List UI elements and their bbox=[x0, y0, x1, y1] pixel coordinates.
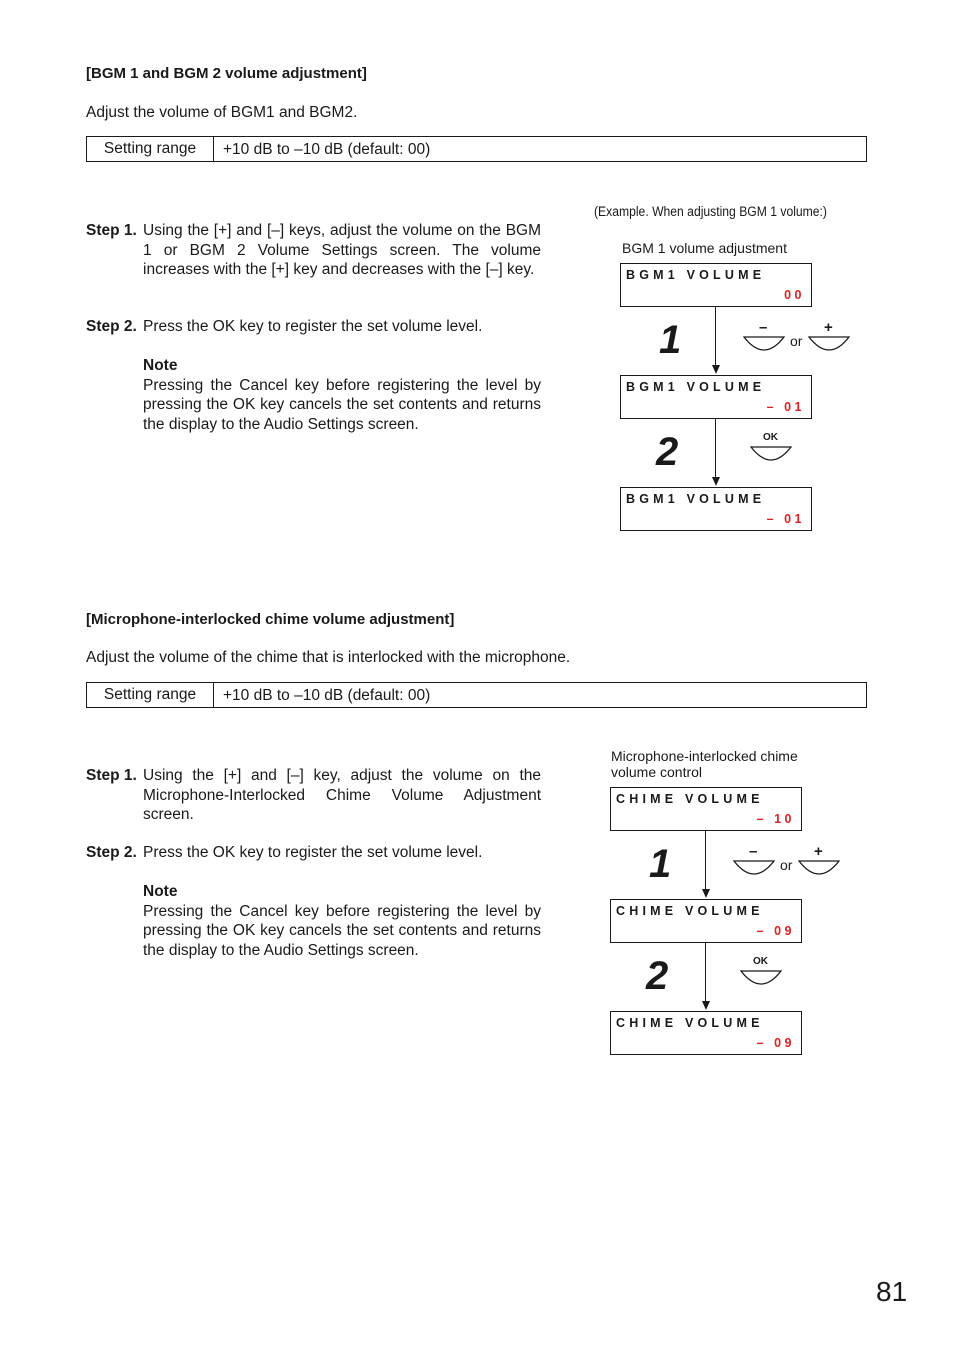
setting-range-table-chime bbox=[86, 682, 867, 708]
lcd-line-2: – 10 bbox=[756, 812, 795, 826]
lcd-line-1: BGM1 VOLUME bbox=[626, 268, 766, 282]
lcd-line-2: – 09 bbox=[756, 924, 795, 938]
note-title: Note bbox=[143, 883, 178, 900]
plus-key-label: + bbox=[824, 319, 833, 336]
minus-key-icon bbox=[743, 332, 785, 356]
lcd-screen-chime-registered bbox=[610, 1011, 802, 1055]
step-label: Step 1. bbox=[86, 222, 137, 239]
step-text: Using the [+] and [–] key, adjust the volume on the Microphone-Interlocked Chime Volume Adjustment screen. bbox=[143, 767, 541, 823]
flow-arrow-line bbox=[705, 831, 706, 890]
step-label: Step 1. bbox=[86, 767, 137, 784]
note-bgm bbox=[143, 356, 541, 434]
section-heading-bgm: [BGM 1 and BGM 2 volume adjustment] bbox=[86, 65, 367, 82]
setting-range-label: Setting range bbox=[87, 683, 214, 707]
example-caption: (Example. When adjusting BGM 1 volume:) bbox=[594, 204, 827, 219]
step-1-bgm bbox=[86, 221, 541, 280]
section-heading-chime: [Microphone-interlocked chime volume adjustment] bbox=[86, 611, 455, 628]
flow-arrow-line bbox=[715, 419, 716, 478]
step-number-1: 1 bbox=[649, 842, 672, 886]
step-number-2: 2 bbox=[656, 430, 679, 474]
or-label: or bbox=[780, 857, 793, 873]
flow-arrowhead bbox=[712, 477, 720, 486]
note-text: Pressing the Cancel key before registering the level by pressing the OK key cancels the set contents and returns the display to the Audio Settings screen. bbox=[143, 902, 541, 959]
lcd-line-1: CHIME VOLUME bbox=[616, 792, 764, 806]
flow-arrow-line bbox=[715, 307, 716, 366]
lcd-screen-bgm-registered bbox=[620, 487, 812, 531]
note-text: Pressing the Cancel key before registering the level by pressing the OK key cancels the set contents and returns the display to the Audio Settings screen. bbox=[143, 376, 541, 433]
ok-key-icon bbox=[750, 442, 792, 466]
figure-caption-bgm: BGM 1 volume adjustment bbox=[622, 240, 787, 256]
lcd-screen-chime-adjusted bbox=[610, 899, 802, 943]
step-text: Press the OK key to register the set volume level. bbox=[143, 844, 483, 861]
plus-key-icon bbox=[808, 332, 850, 356]
ok-key-label: OK bbox=[763, 432, 778, 443]
flow-arrowhead bbox=[712, 365, 720, 374]
section-intro-bgm: Adjust the volume of BGM1 and BGM2. bbox=[86, 104, 358, 121]
step-number-2: 2 bbox=[646, 954, 669, 998]
lcd-line-2: – 01 bbox=[766, 512, 805, 526]
lcd-line-1: BGM1 VOLUME bbox=[626, 492, 766, 506]
plus-key-icon bbox=[798, 856, 840, 880]
lcd-screen-bgm-initial bbox=[620, 263, 812, 307]
step-label: Step 2. bbox=[86, 844, 137, 861]
setting-range-value: +10 dB to –10 dB (default: 00) bbox=[223, 687, 431, 704]
page-number: 81 bbox=[876, 1276, 908, 1307]
step-text: Press the OK key to register the set volume level. bbox=[143, 318, 483, 335]
flow-arrow-line bbox=[705, 943, 706, 1002]
ok-key-icon bbox=[740, 966, 782, 990]
step-2-bgm bbox=[86, 317, 541, 337]
setting-range-value: +10 dB to –10 dB (default: 00) bbox=[223, 141, 431, 158]
section-intro-chime: Adjust the volume of the chime that is interlocked with the microphone. bbox=[86, 649, 571, 666]
flow-arrowhead bbox=[702, 1001, 710, 1010]
lcd-screen-bgm-adjusted bbox=[620, 375, 812, 419]
step-label: Step 2. bbox=[86, 318, 137, 335]
step-1-chime bbox=[86, 766, 541, 825]
minus-key-label: – bbox=[759, 319, 768, 336]
setting-range-label: Setting range bbox=[87, 137, 214, 161]
lcd-line-1: CHIME VOLUME bbox=[616, 904, 764, 918]
ok-key-label: OK bbox=[753, 956, 768, 967]
step-text: Using the [+] and [–] keys, adjust the volume on the BGM 1 or BGM 2 Volume Settings screen. The volume increases with the [+] key and decreases with the [–] key. bbox=[143, 222, 541, 278]
lcd-line-1: CHIME VOLUME bbox=[616, 1016, 764, 1030]
minus-key-icon bbox=[733, 856, 775, 880]
minus-key-label: – bbox=[749, 843, 758, 860]
setting-range-table-bgm bbox=[86, 136, 867, 162]
lcd-line-1: BGM1 VOLUME bbox=[626, 380, 766, 394]
step-number-1: 1 bbox=[659, 318, 682, 362]
figure-caption-chime bbox=[611, 748, 798, 780]
note-title: Note bbox=[143, 357, 178, 374]
lcd-screen-chime-initial bbox=[610, 787, 802, 831]
flow-arrowhead bbox=[702, 889, 710, 898]
lcd-line-2: – 01 bbox=[766, 400, 805, 414]
step-2-chime bbox=[86, 843, 541, 863]
lcd-line-2: – 09 bbox=[756, 1036, 795, 1050]
plus-key-label: + bbox=[814, 843, 823, 860]
lcd-line-2: 00 bbox=[784, 288, 805, 302]
or-label: or bbox=[790, 333, 803, 349]
caption-line-1: Microphone-interlocked chime bbox=[611, 748, 798, 764]
note-chime bbox=[143, 882, 541, 960]
caption-line-2: volume control bbox=[611, 764, 703, 780]
